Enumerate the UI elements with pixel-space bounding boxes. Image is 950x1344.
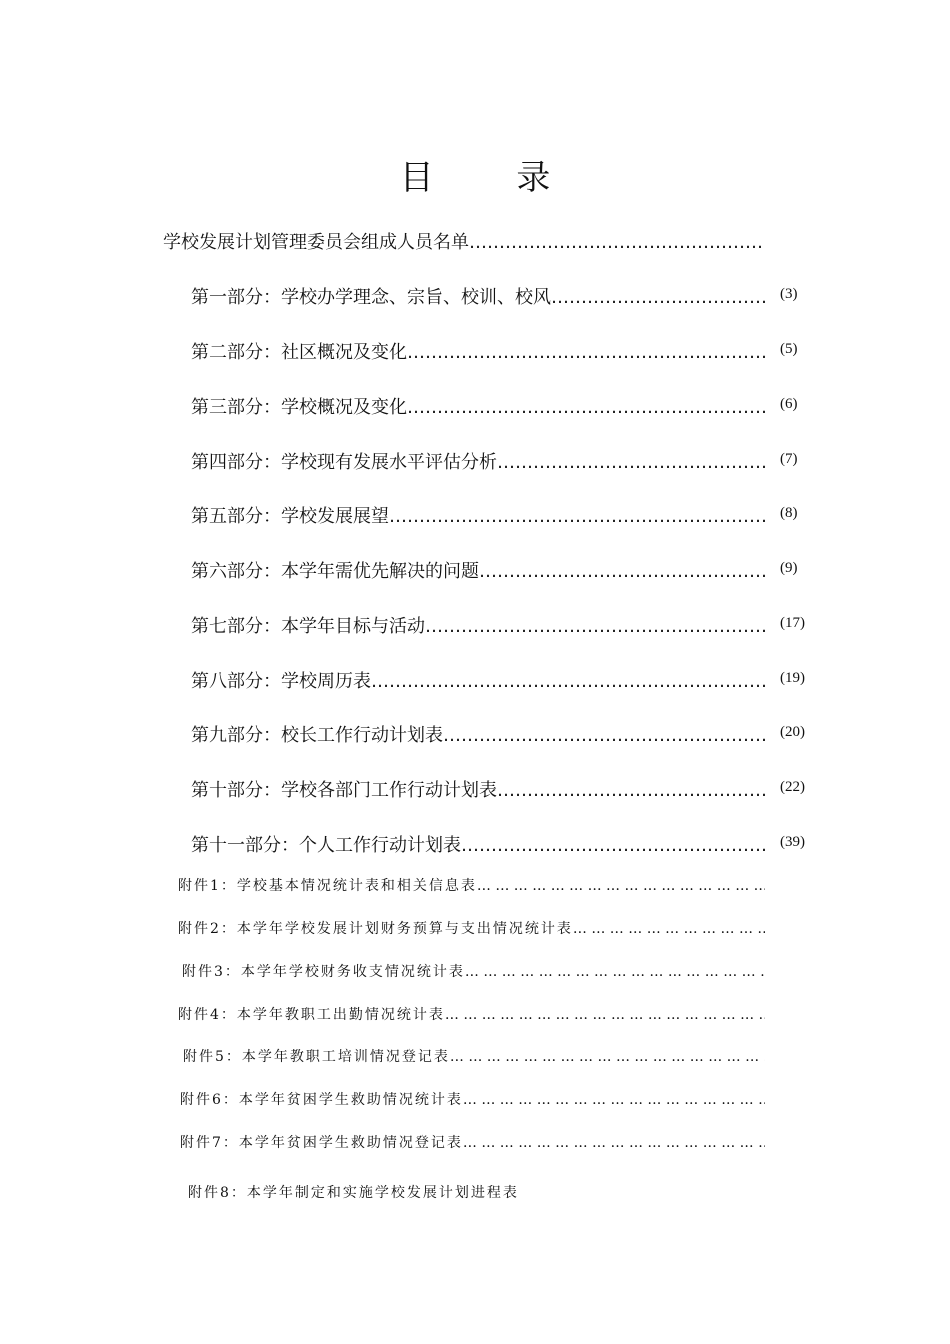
toc-label: 第一部分：学校办学理念、宗旨、校训、校风 [191, 287, 551, 308]
toc-appendix[interactable] [178, 875, 765, 897]
toc-appendix-label: 附件2：本学年学校发展计划财务预算与支出情况统计表 [178, 921, 573, 937]
toc-label: 第十一部分：个人工作行动计划表 [191, 835, 461, 856]
leader-dots [573, 921, 765, 937]
toc-appendix[interactable] [178, 1004, 765, 1026]
toc-page-number: (5) [780, 341, 798, 357]
toc-page-number: (8) [780, 505, 798, 521]
toc-label: 第八部分：学校周历表 [191, 671, 371, 692]
toc-entry[interactable] [191, 721, 765, 747]
leader-dots [479, 561, 765, 582]
leader-dots [407, 397, 765, 418]
toc-appendix[interactable] [180, 1089, 765, 1111]
toc-appendix[interactable] [183, 1046, 765, 1068]
leader-dots [407, 342, 765, 363]
toc-appendix[interactable] [180, 1132, 765, 1154]
toc-page-number: (9) [780, 560, 798, 576]
leader-dots [477, 878, 765, 894]
toc-appendix-label: 附件5：本学年教职工培训情况登记表 [183, 1049, 450, 1065]
toc-entry[interactable] [191, 393, 765, 419]
toc-appendix[interactable] [178, 918, 765, 940]
toc-appendix-label: 附件4：本学年教职工出勤情况统计表 [178, 1007, 445, 1023]
page-title: 目 录 [399, 158, 587, 198]
toc-page-number: (17) [780, 615, 805, 631]
toc-page-number: (19) [780, 670, 805, 686]
toc-page-number: (22) [780, 779, 805, 795]
toc-appendix-label: 附件7：本学年贫困学生救助情况登记表 [180, 1135, 463, 1151]
leader-dots [445, 1007, 765, 1023]
toc-appendix-label: 附件6：本学年贫困学生救助情况统计表 [180, 1092, 463, 1108]
toc-label: 第七部分：本学年目标与活动 [191, 616, 425, 637]
leader-dots [465, 964, 765, 980]
toc-header-entry[interactable] [163, 228, 765, 254]
toc-appendix-label: 附件1：学校基本情况统计表和相关信息表 [178, 878, 477, 894]
leader-dots [497, 780, 765, 801]
toc-entry[interactable] [191, 557, 765, 583]
toc-page-number: (7) [780, 451, 798, 467]
toc-page-number: (20) [780, 724, 805, 740]
toc-entry[interactable] [191, 612, 765, 638]
toc-appendix-label: 附件8：本学年制定和实施学校发展计划进程表 [188, 1185, 519, 1201]
toc-label: 第五部分：学校发展展望 [191, 506, 389, 527]
leader-dots [497, 452, 765, 473]
toc-entry[interactable] [191, 338, 765, 364]
toc-appendix-label: 附件3：本学年学校财务收支情况统计表 [182, 964, 465, 980]
toc-entry[interactable] [191, 448, 765, 474]
toc-page-number: (3) [780, 286, 798, 302]
toc-page-number: (39) [780, 834, 805, 850]
toc-entry[interactable] [191, 667, 765, 693]
toc-label: 第四部分：学校现有发展水平评估分析 [191, 452, 497, 473]
toc-label: 第六部分：本学年需优先解决的问题 [191, 561, 479, 582]
toc-entry[interactable] [191, 502, 765, 528]
leader-dots [463, 1092, 765, 1108]
toc-appendix[interactable] [182, 961, 765, 983]
toc-label: 第三部分：学校概况及变化 [191, 397, 407, 418]
leader-dots [551, 287, 765, 308]
toc-label: 第十部分：学校各部门工作行动计划表 [191, 780, 497, 801]
leader-dots [371, 671, 765, 692]
leader-dots [443, 725, 765, 746]
leader-dots [425, 616, 765, 637]
toc-label: 第九部分：校长工作行动计划表 [191, 725, 443, 746]
toc-entry[interactable] [191, 776, 765, 802]
leader-dots [450, 1049, 765, 1065]
toc-appendix[interactable] [188, 1182, 688, 1204]
toc-entry[interactable] [191, 831, 765, 857]
toc-page-number: (6) [780, 396, 798, 412]
leader-dots [461, 835, 765, 856]
toc-label: 学校发展计划管理委员会组成人员名单 [163, 232, 469, 253]
leader-dots [389, 506, 765, 527]
leader-dots [469, 232, 765, 253]
toc-label: 第二部分：社区概况及变化 [191, 342, 407, 363]
leader-dots [463, 1135, 765, 1151]
toc-entry[interactable] [191, 283, 765, 309]
